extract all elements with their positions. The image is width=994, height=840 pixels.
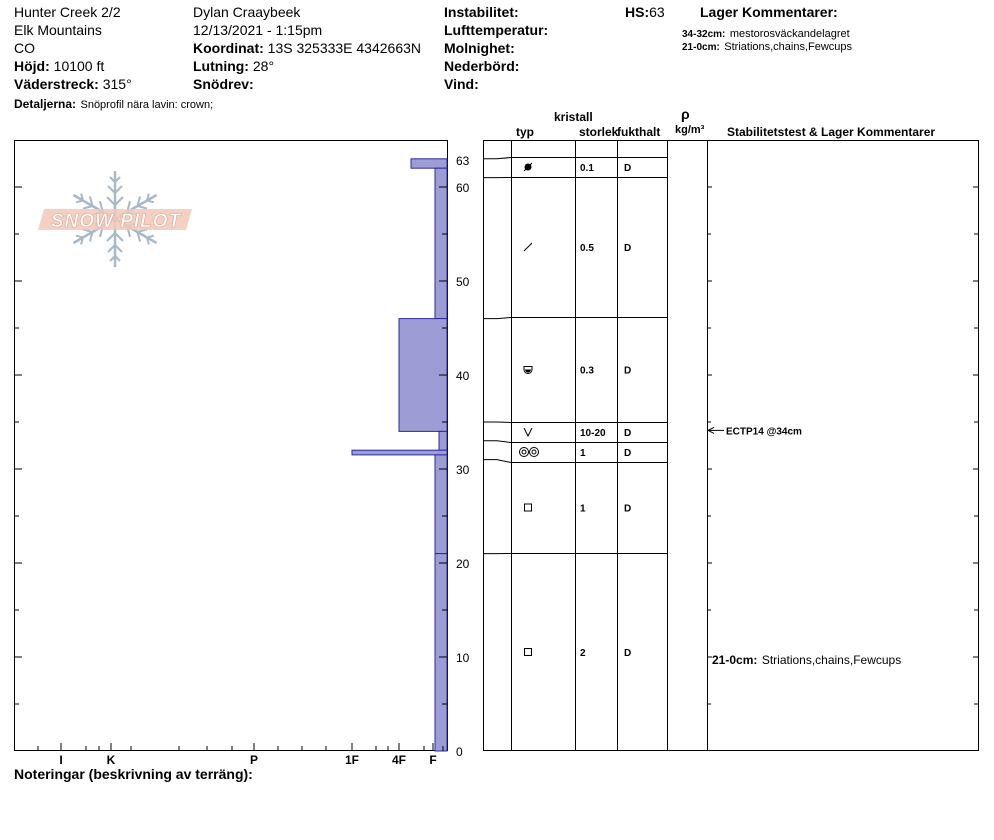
layer-row xyxy=(524,243,631,254)
grain-size: 1 xyxy=(580,503,586,515)
bottom-comment-range: 21-0cm: xyxy=(712,653,758,667)
hs-value: 63 xyxy=(649,4,665,20)
grain-size: 0.1 xyxy=(580,163,594,174)
left-axis-ticks xyxy=(14,187,22,704)
depth-tick-label: 0 xyxy=(456,745,463,759)
type-header: typ xyxy=(516,125,534,139)
moisture-value: D xyxy=(624,163,632,174)
stability-test-label: ECTP14 @34cm xyxy=(726,426,802,438)
moisture-value: D xyxy=(624,448,632,459)
notes-label: Noteringar (beskrivning av terräng): xyxy=(14,766,253,782)
coordinates-value: 13S 325333E 4342663N xyxy=(267,40,422,56)
depth-connector xyxy=(483,422,511,423)
elevation-label: Höjd: xyxy=(14,58,50,74)
hardness-tick-label: 4F xyxy=(391,753,407,767)
density-unit-header: kg/m³ xyxy=(675,124,705,136)
slope-label: Lutning: xyxy=(193,58,249,74)
hs-label: HS: xyxy=(625,4,650,20)
depth-tick-label: 63 xyxy=(456,153,470,168)
elevation-value: 10100 ft xyxy=(53,58,105,74)
hardness-tick-label: I xyxy=(59,753,63,767)
faceted-crystals-icon xyxy=(525,649,532,656)
clouds-label: Molnighet: xyxy=(444,40,515,56)
depth-tick-label: 10 xyxy=(456,651,470,665)
surface-hoar-icon xyxy=(524,428,532,436)
grain-size: 2 xyxy=(580,648,586,659)
layer-comment-range: 34-32cm: xyxy=(682,29,726,40)
hardness-bar xyxy=(411,159,447,168)
depth-tick-label: 50 xyxy=(456,275,470,289)
air-temp-label: Lufttemperatur: xyxy=(444,22,549,38)
moisture-header: fukthalt xyxy=(617,125,661,139)
bottom-layer-comment xyxy=(712,651,901,669)
grain-size: 0.3 xyxy=(580,365,594,377)
location-name: Hunter Creek 2/2 xyxy=(14,4,121,20)
bottom-comment-text: Striations,chains,Fewcups xyxy=(761,653,902,667)
rounded-faceted-icon xyxy=(524,367,532,374)
drift-label: Snödrev: xyxy=(193,76,254,92)
layer-comment-text: mestorosväckandelagret xyxy=(729,28,850,40)
depth-connector xyxy=(483,441,511,443)
depth-connector xyxy=(483,460,511,463)
layer-comments-title: Lager Kommentarer: xyxy=(700,4,838,20)
grain-size: 0.5 xyxy=(580,243,594,254)
grain-size: 10-20 xyxy=(580,428,606,439)
hardness-tick-label: P xyxy=(249,753,259,767)
stability-axis-ticks xyxy=(707,187,978,704)
details-label: Detaljerna: xyxy=(14,97,77,111)
hardness-bar xyxy=(435,455,447,554)
decomposing-fragments-icon xyxy=(524,163,532,171)
layer-row xyxy=(524,366,631,377)
observer: Dylan Craaybeek xyxy=(193,4,301,20)
precipitation-particles-icon xyxy=(524,243,532,251)
grain-size: 1 xyxy=(580,448,586,459)
hardness-tick-label: F xyxy=(429,753,437,767)
moisture-value: D xyxy=(624,503,632,515)
depth-tick-label: 20 xyxy=(456,557,470,571)
slope-value: 28° xyxy=(252,58,275,74)
hardness-tick-label: 1F xyxy=(344,753,360,767)
layer-row xyxy=(525,648,632,659)
stability-notes xyxy=(708,426,802,437)
instability-label: Instabilitet: xyxy=(444,4,519,20)
logo-text: SNOW PILOT xyxy=(50,211,182,232)
hardness-panel xyxy=(15,141,448,751)
faceted-crystals-icon xyxy=(525,504,532,511)
layer-row xyxy=(525,504,632,515)
aspect-value: 315° xyxy=(102,76,132,92)
depth-connector xyxy=(483,318,511,319)
state: CO xyxy=(14,40,35,56)
depth-tick-label: 30 xyxy=(456,463,470,477)
wind-label: Vind: xyxy=(444,76,479,92)
hardness-bar xyxy=(439,431,447,450)
density-rho-header: ρ xyxy=(681,106,690,122)
hardness-axis xyxy=(38,743,443,767)
layer-row xyxy=(524,163,631,174)
layer-row xyxy=(524,428,631,439)
moisture-value: D xyxy=(624,428,632,439)
stability-header: Stabilitetstest & Lager Kommentarer xyxy=(727,125,936,139)
snowpilot-logo xyxy=(38,171,192,267)
aspect-label: Väderstreck: xyxy=(14,76,99,92)
moisture-value: D xyxy=(624,648,632,659)
hardness-bar xyxy=(435,554,447,751)
hardness-bar xyxy=(352,450,447,455)
crystal-header: kristall xyxy=(554,110,593,124)
precip-label: Nederbörd: xyxy=(444,58,520,74)
hardness-bars xyxy=(352,159,447,751)
layer-comment-text: Striations,chains,Fewcups xyxy=(724,41,853,53)
melt-forms-icon xyxy=(520,448,539,457)
hardness-tick-label: K xyxy=(106,753,116,767)
moisture-value: D xyxy=(624,243,632,254)
layer-comment-range: 21-0cm: xyxy=(682,42,720,53)
depth-connector xyxy=(483,158,511,159)
mountain-range: Elk Mountains xyxy=(14,22,102,38)
datetime: 12/13/2021 - 1:15pm xyxy=(193,22,323,38)
details-value: Snöprofil nära lavin: crown; xyxy=(80,99,214,111)
stability-test xyxy=(708,426,802,437)
hardness-bar xyxy=(435,168,447,318)
size-header: storlek xyxy=(579,125,619,139)
coordinates-label: Koordinat: xyxy=(193,40,264,56)
moisture-value: D xyxy=(624,365,632,377)
depth-tick-label: 40 xyxy=(456,369,470,383)
depth-tick-label: 60 xyxy=(456,181,470,195)
